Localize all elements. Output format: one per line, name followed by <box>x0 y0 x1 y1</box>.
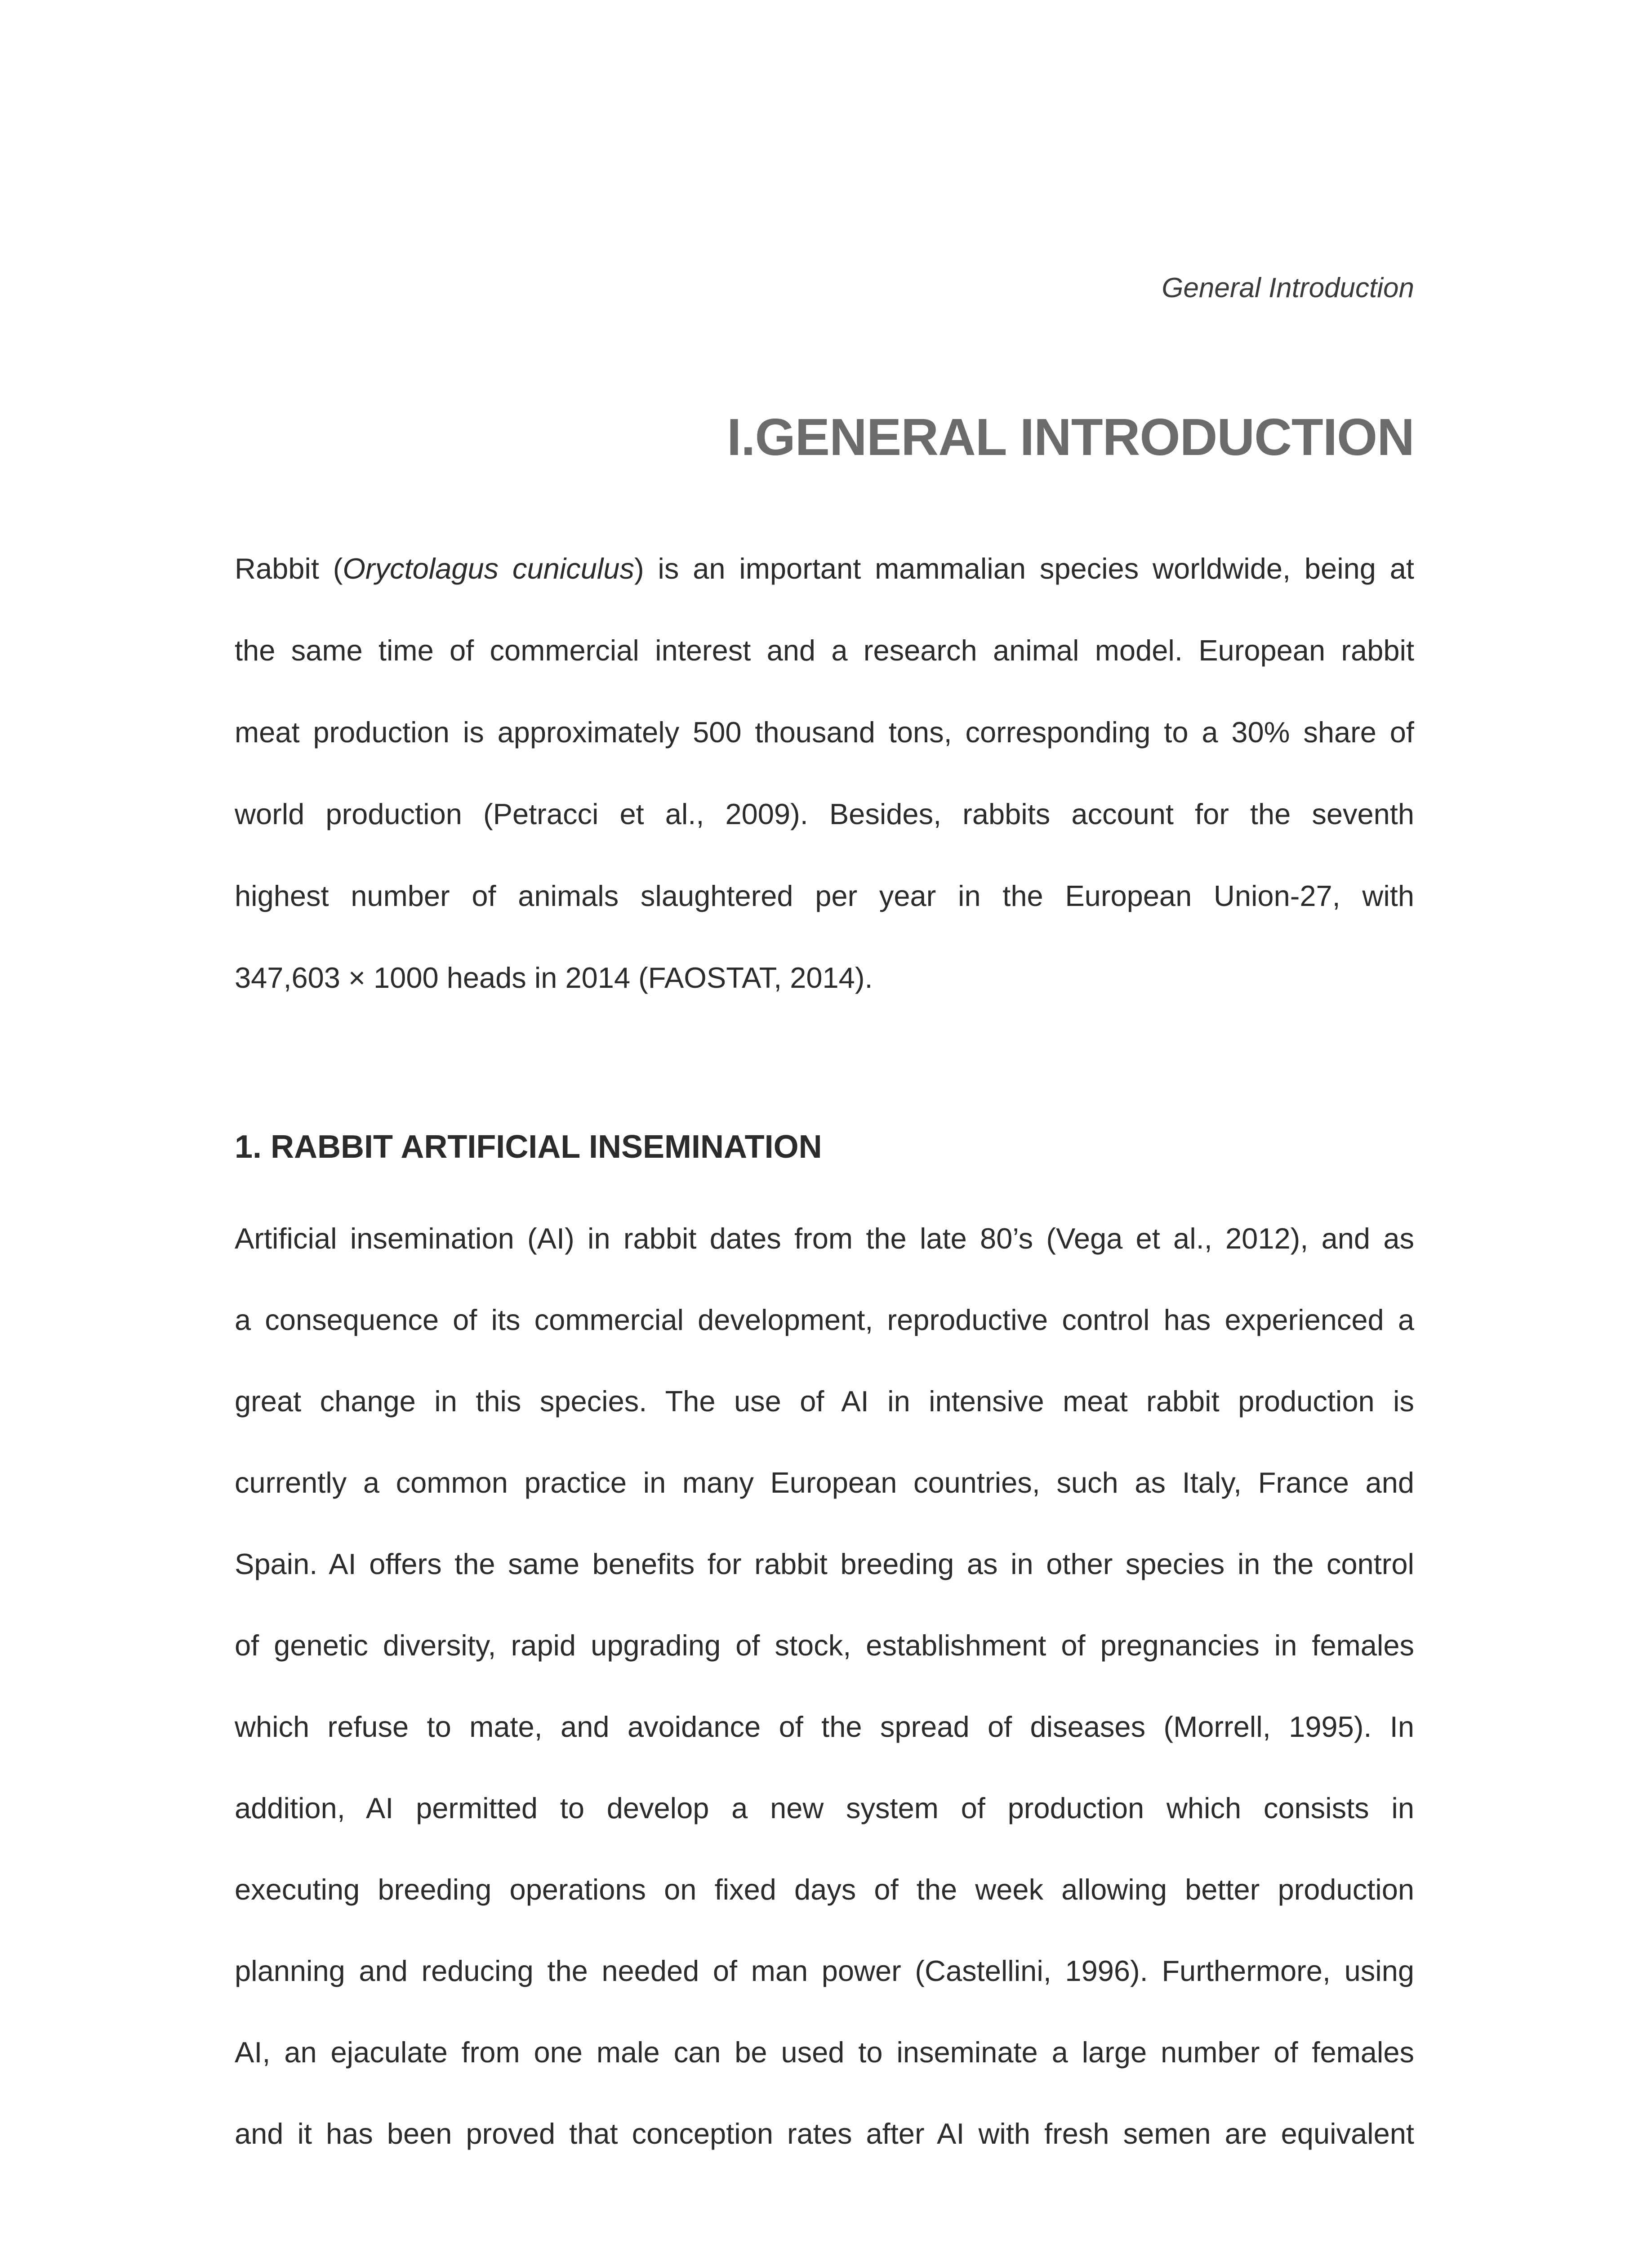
paragraph-line: Artificial insemination (AI) in rabbit dates from the late 80’s (Vega et al., 2012), and as <box>235 1222 1414 1255</box>
paragraph-line: AI, an ejaculate from one male can be used to inseminate a large number of females <box>235 2036 1414 2069</box>
line-prefix: Rabbit ( <box>235 552 343 585</box>
paragraph-line: planning and reducing the needed of man power (Castellini, 1996). Furthermore, using <box>235 1954 1414 1987</box>
chapter-title: I.GENERAL INTRODUCTION <box>727 408 1414 466</box>
paragraph-line: currently a common practice in many European countries, such as Italy, France and <box>235 1466 1414 1499</box>
paragraph-line: meat production is approximately 500 thousand tons, corresponding to a 30% share of <box>235 716 1414 749</box>
paragraph-line: world production (Petracci et al., 2009). Besides, rabbits account for the seventh <box>235 798 1414 830</box>
section-heading: 1. RABBIT ARTIFICIAL INSEMINATION <box>235 1129 822 1165</box>
paragraph-line: and it has been proved that conception rates after AI with fresh semen are equivalent <box>235 2117 1414 2150</box>
paragraph-line: which refuse to mate, and avoidance of the spread of diseases (Morrell, 1995). In <box>235 1710 1414 1743</box>
paragraph-line: of genetic diversity, rapid upgrading of stock, establishment of pregnancies in females <box>235 1629 1414 1662</box>
line-suffix: ) is an important mammalian species worldwide, being at <box>634 552 1414 585</box>
paragraph-line: the same time of commercial interest and a research animal model. European rabbit <box>235 634 1414 667</box>
paragraph-line: highest number of animals slaughtered per year in the European Union-27, with <box>235 879 1414 912</box>
paragraph-line: addition, AI permitted to develop a new system of production which consists in <box>235 1792 1414 1824</box>
paragraph-line <box>235 549 1414 589</box>
paragraph-line: a consequence of its commercial development, reproductive control has experienced a <box>235 1303 1414 1336</box>
paragraph-line: 347,603 × 1000 heads in 2014 (FAOSTAT, 2014). <box>235 961 873 994</box>
paragraph-line: executing breeding operations on fixed days of the week allowing better production <box>235 1873 1414 1906</box>
paragraph-line: great change in this species. The use of AI in intensive meat rabbit production is <box>235 1385 1414 1418</box>
species-name: Oryctolagus cuniculus <box>343 552 634 585</box>
paragraph-line: Spain. AI offers the same benefits for rabbit breeding as in other species in the control <box>235 1548 1414 1580</box>
running-header: General Introduction <box>1162 272 1414 303</box>
